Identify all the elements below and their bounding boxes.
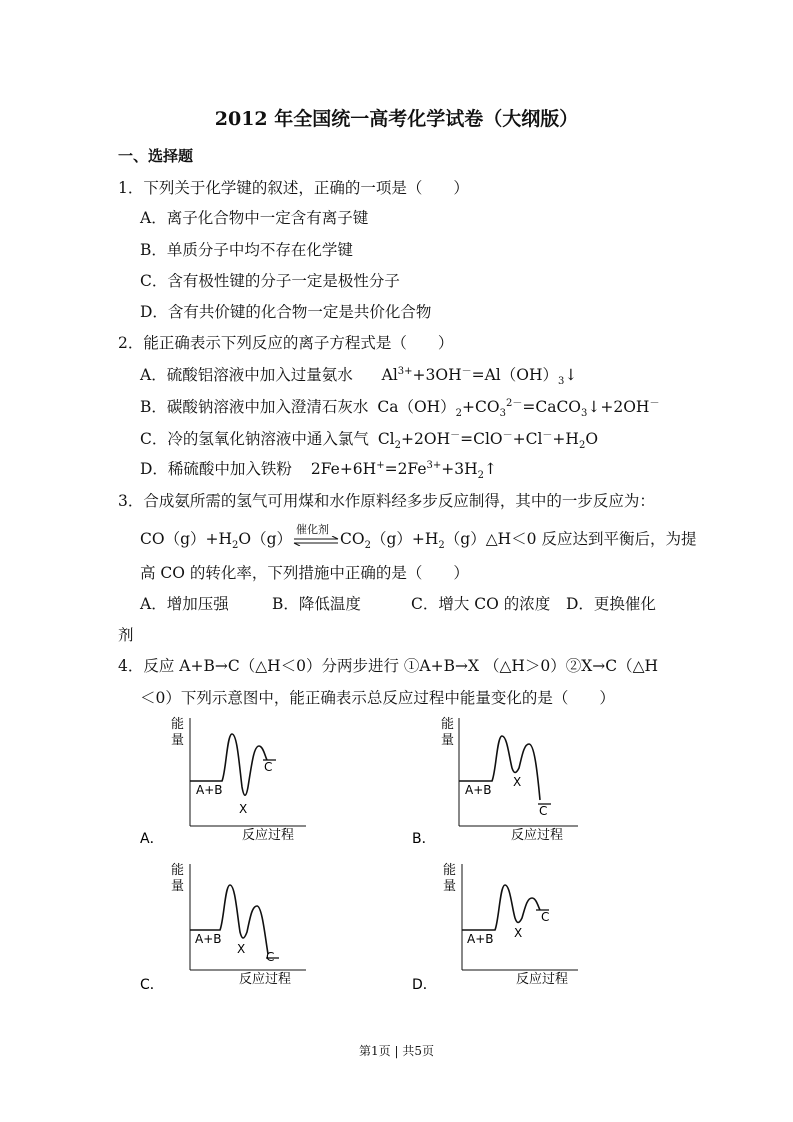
q3-option-d: D．更换催化: [566, 595, 656, 613]
label-x: X: [237, 942, 246, 956]
label-ab: A+B: [195, 932, 222, 946]
section-heading: 一、选择题: [118, 147, 194, 165]
label-ab: A+B: [196, 783, 223, 797]
option-label-b: B．: [412, 831, 436, 847]
q4-line2: ＜0）下列示意图中，能正确表示总反应过程中能量变化的是（ ）: [140, 689, 615, 707]
q2-option-d-equation: $2Fe+6H^+=2Fe^{3+}+3H_2↑$: [310, 459, 498, 482]
q3-equation: [140, 523, 697, 552]
diagram-x-label: 反应过程: [239, 972, 292, 987]
q3-option-d-cont: 剂: [118, 626, 134, 644]
energy-diagram-b: [412, 712, 592, 856]
q2-option-d: [140, 457, 497, 481]
energy-curve: [462, 885, 540, 930]
q1-option-c: C．含有极性键的分子一定是极性分子: [140, 272, 400, 290]
catalyst-label: 催化剂: [296, 523, 330, 536]
q2-option-c-equation: $Cl_2+2OH^-=ClO^-+Cl^-+H_2O$: [377, 430, 599, 452]
diagram-y-label-2: 量: [441, 733, 455, 748]
diagram-y-label-1: 能: [441, 717, 455, 732]
option-label-d: D．: [412, 977, 437, 993]
diagram-y-label-2: 量: [171, 733, 185, 748]
q3-tail: △H＜0 反应达到平衡后，为提: [485, 530, 697, 548]
page-title: 2012 年全国统一高考化学试卷（大纲版）: [214, 108, 579, 130]
q1-option-b: B．单质分子中均不存在化学键: [140, 241, 353, 259]
energy-diagram-c: [140, 858, 320, 1002]
q2-option-c-text: C．冷的氢氧化钠溶液中通入氯气: [140, 430, 369, 449]
diagram-y-label-2: 量: [171, 879, 185, 894]
diagram-x-label: 反应过程: [242, 828, 295, 843]
label-x: X: [514, 926, 523, 940]
q2-option-b: [140, 394, 659, 419]
q3-option-b: B．降低温度: [272, 595, 361, 613]
q1-stem: 1．下列关于化学键的叙述，正确的一项是（ ）: [118, 179, 469, 197]
q1-option-a: A．离子化合物中一定含有离子键: [140, 209, 369, 227]
q2-option-a-equation: $Al^{3+}+3OH^-=Al(OH)_3↓$: [381, 366, 578, 388]
label-c: C: [539, 804, 548, 818]
reversible-arrow-icon: [293, 536, 339, 546]
q2-option-b-equation: $Ca(OH)_2+CO_3^{2-}=CaCO_3↓+2OH^-$: [377, 398, 660, 420]
q2-option-a-text: A．硫酸铝溶液中加入过量氨水: [140, 366, 353, 385]
option-label-c: C．: [140, 977, 164, 993]
q3-line2: 高 CO 的转化率，下列措施中正确的是（ ）: [140, 564, 469, 582]
energy-diagram-a: [140, 712, 320, 856]
label-c: C: [541, 910, 550, 924]
diagram-y-label-1: 能: [171, 717, 185, 732]
page-footer: 第1页 | 共5页: [359, 1044, 434, 1058]
diagram-y-label-1: 能: [443, 863, 457, 878]
q2-option-a: [140, 362, 577, 387]
equilibrium-arrow: [293, 523, 339, 550]
label-x: X: [513, 775, 522, 789]
q3-products: $CO_2(g)+H_2(g)$: [340, 530, 486, 552]
diagram-y-label-1: 能: [171, 863, 185, 878]
label-x: X: [239, 802, 248, 816]
label-c: C: [266, 950, 275, 964]
label-ab: A+B: [465, 783, 492, 797]
q4-line1: 4．反应 A+B→C（△H＜0）分两步进行 ①A+B→X （△H＞0）②X→C（△H: [118, 657, 659, 675]
q2-option-b-text: B．碳酸钠溶液中加入澄清石灰水: [140, 398, 369, 417]
energy-diagram-d: [412, 858, 592, 1002]
q2-stem: 2．能正确表示下列反应的离子方程式是（ ）: [118, 334, 454, 352]
option-label-a: A．: [140, 831, 164, 847]
q2-option-d-text: D．稀硫酸中加入铁粉: [140, 460, 292, 478]
diagram-y-label-2: 量: [443, 879, 457, 894]
diagram-x-label: 反应过程: [511, 828, 564, 843]
q3-option-c: C．增大 CO 的浓度: [411, 595, 551, 613]
label-ab: A+B: [467, 932, 494, 946]
label-c: C: [264, 760, 273, 774]
diagram-x-label: 反应过程: [516, 972, 569, 987]
q3-stem: 3．合成氨所需的氢气可用煤和水作原料经多步反应制得，其中的一步反应为：: [118, 492, 655, 510]
q2-option-c: [140, 426, 598, 451]
q3-reactants: $CO(g)+H_2O(g)$: [140, 530, 293, 552]
q1-option-d: D．含有共价键的化合物一定是共价化合物: [140, 303, 432, 321]
q3-option-a: A．增加压强: [140, 595, 229, 613]
